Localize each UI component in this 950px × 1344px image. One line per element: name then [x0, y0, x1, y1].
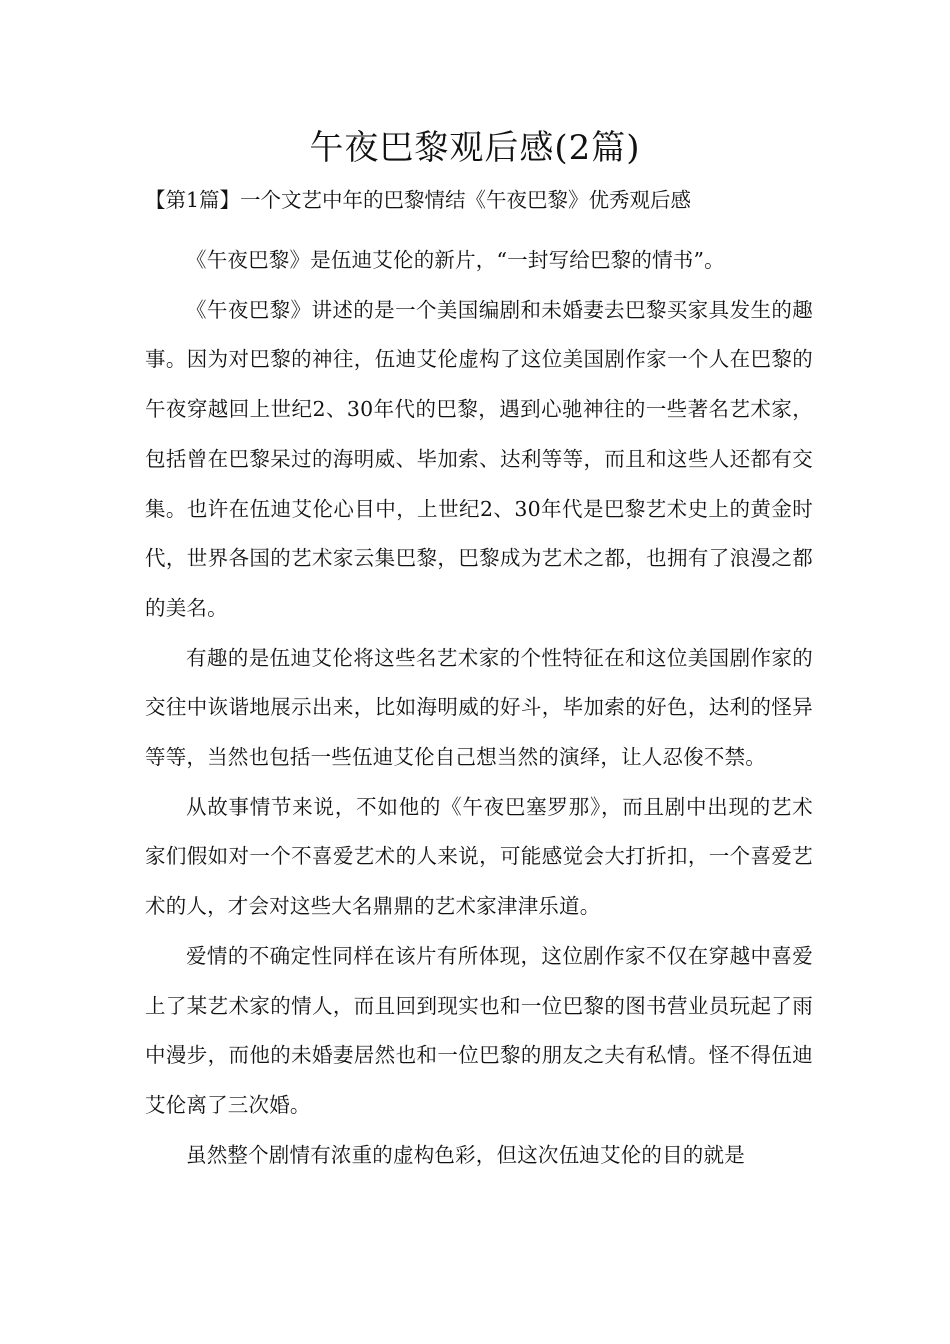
paragraph: 虽然整个剧情有浓重的虚构色彩，但这次伍迪艾伦的目的就是: [186, 1142, 745, 1167]
paragraph: 从故事情节来说，不如他的《午夜巴塞罗那》，而且剧中出现的艺术家们假如对一个不喜爱艺术的人来说，可能感觉会大打折扣，一个喜爱艺术的人，才会对这些大名鼎鼎的艺术家津津乐道。: [145, 794, 813, 919]
paragraph: 《午夜巴黎》讲述的是一个美国编剧和未婚妻去巴黎买家具发生的趣事。因为对巴黎的神往，伍迪艾伦虚构了这位美国剧作家一个人在巴黎的午夜穿越回上世纪2、30年代的巴黎，遇到心驰神往的一些著名艺术家，包括曾在巴黎呆过的海明威、毕加索、达利等等，而且和这些人还都有交集。也许在伍迪艾伦心目中，上世纪2、30年代是巴黎艺术史上的黄金时代，世界各国的艺术家云集巴黎，巴黎成为艺术之都，也拥有了浪漫之都的美名。: [145, 297, 813, 620]
paragraph: 有趣的是伍迪艾伦将这些名艺术家的个性特征在和这位美国剧作家的交往中诙谐地展示出来，比如海明威的好斗，毕加索的好色，达利的怪异等等，当然也包括一些伍迪艾伦自己想当然的演绎，让人忍俊不禁。: [145, 645, 813, 770]
document-title: 午夜巴黎观后感(2篇): [309, 128, 641, 168]
paragraph: 爱情的不确定性同样在该片有所体现，这位剧作家不仅在穿越中喜爱上了某艺术家的情人，而且回到现实也和一位巴黎的图书营业员玩起了雨中漫步，而他的未婚妻居然也和一位巴黎的朋友之夫有私情。怪不得伍迪艾伦离了三次婚。: [145, 943, 813, 1117]
paragraph: 《午夜巴黎》是伍迪艾伦的新片，“一封写给巴黎的情书”。: [186, 248, 725, 272]
section-heading: 【第1篇】一个文艺中年的巴黎情结《午夜巴黎》优秀观后感: [145, 188, 692, 212]
document-body: [145, 236, 813, 1180]
